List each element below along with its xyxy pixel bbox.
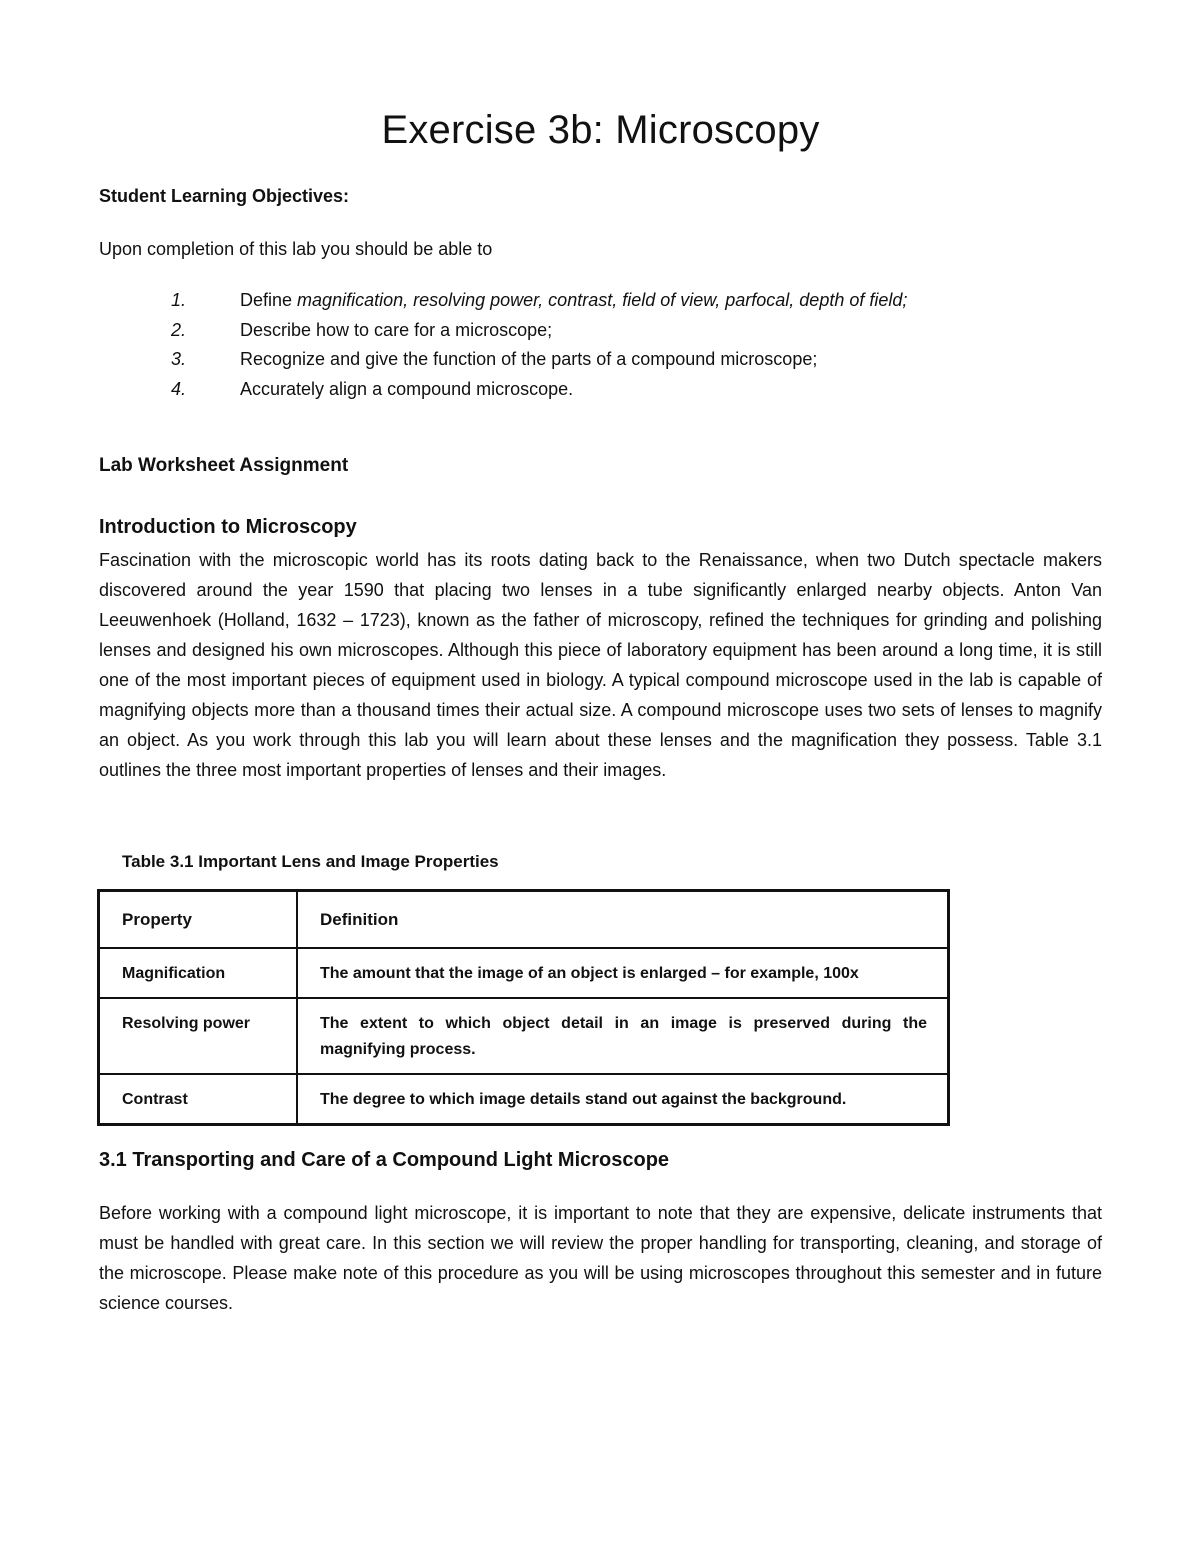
list-number: 1.	[171, 290, 187, 310]
list-number: 2.	[171, 319, 187, 340]
table-cell-property: Resolving power	[99, 998, 298, 1074]
section-paragraph: Before working with a compound light microscope, it is important to note that they are expensive, delicate instruments that must be handled with great care. In this section we will review the proper handling for transporting, cleaning, and storage of the microscope. Please make note of this procedure as you will be using microscopes throughout this semester and in future science courses.	[99, 1203, 1102, 1313]
objective-text: Define	[240, 290, 298, 310]
objectives-intro: Upon completion of this lab you should be able to	[99, 239, 493, 259]
table-cell-property: Contrast	[99, 1074, 298, 1125]
page-title: Exercise 3b: Microscopy	[381, 108, 820, 152]
table-row	[99, 998, 949, 1074]
list-item	[99, 375, 907, 405]
table-row	[99, 948, 949, 998]
lens-properties-table	[97, 889, 950, 1126]
objective-text: Recognize and give the function of the parts of a compound microscope;	[240, 349, 818, 370]
table-caption: Table 3.1 Important Lens and Image Properties	[122, 852, 499, 871]
table-row	[99, 1074, 949, 1125]
list-number: 4.	[171, 378, 187, 399]
list-item	[99, 286, 907, 316]
list-number: 3.	[171, 349, 187, 370]
intro-paragraph: Fascination with the microscopic world has its roots dating back to the Renaissance, when two Dutch spectacle makers discovered around the year 1590 that placing two lenses in a tube significantly enlarged nearby objects. Anton Van Leeuwenhoek (Holland, 1632 – 1723), known as the father of microscopy, refined the techniques for grinding and polishing lenses and designed his own microscopes. Although this piece of laboratory equipment has been around a long time, it is still one of the most important pieces of equipment used in biology. A typical compound microscope used in the lab is capable of magnifying objects more than a thousand times their actual size. A compound microscope uses two sets of lenses to magnify an object. As you work through this lab you will learn about these lenses and the magnification they possess. Table 3.1 outlines the three most important properties of lenses and their images.	[99, 550, 1102, 780]
objective-text: Describe how to care for a microscope;	[240, 319, 553, 340]
objective-text: Accurately align a compound microscope.	[240, 378, 574, 399]
column-header-definition: Definition	[297, 891, 949, 949]
objectives-list	[99, 286, 907, 404]
table-cell-definition: The degree to which image details stand out against the background.	[297, 1074, 949, 1125]
list-item	[99, 345, 907, 375]
table-cell-definition: The extent to which object detail in an image is preserved during the magnifying process.	[297, 998, 949, 1074]
objective-emphasis: magnification, resolving power, contrast, field of view, parfocal, depth of field;	[297, 290, 908, 310]
objectives-heading: Student Learning Objectives:	[99, 186, 350, 206]
table-cell-property: Magnification	[99, 948, 298, 998]
list-item	[99, 316, 907, 346]
section-heading: 3.1 Transporting and Care of a Compound Light Microscope	[99, 1149, 670, 1171]
table-header-row	[99, 891, 949, 949]
intro-heading: Introduction to Microscopy	[99, 516, 357, 538]
column-header-property: Property	[99, 891, 298, 949]
table-cell-definition: The amount that the image of an object is enlarged – for example, 100x	[297, 948, 949, 998]
worksheet-heading: Lab Worksheet Assignment	[99, 455, 349, 476]
